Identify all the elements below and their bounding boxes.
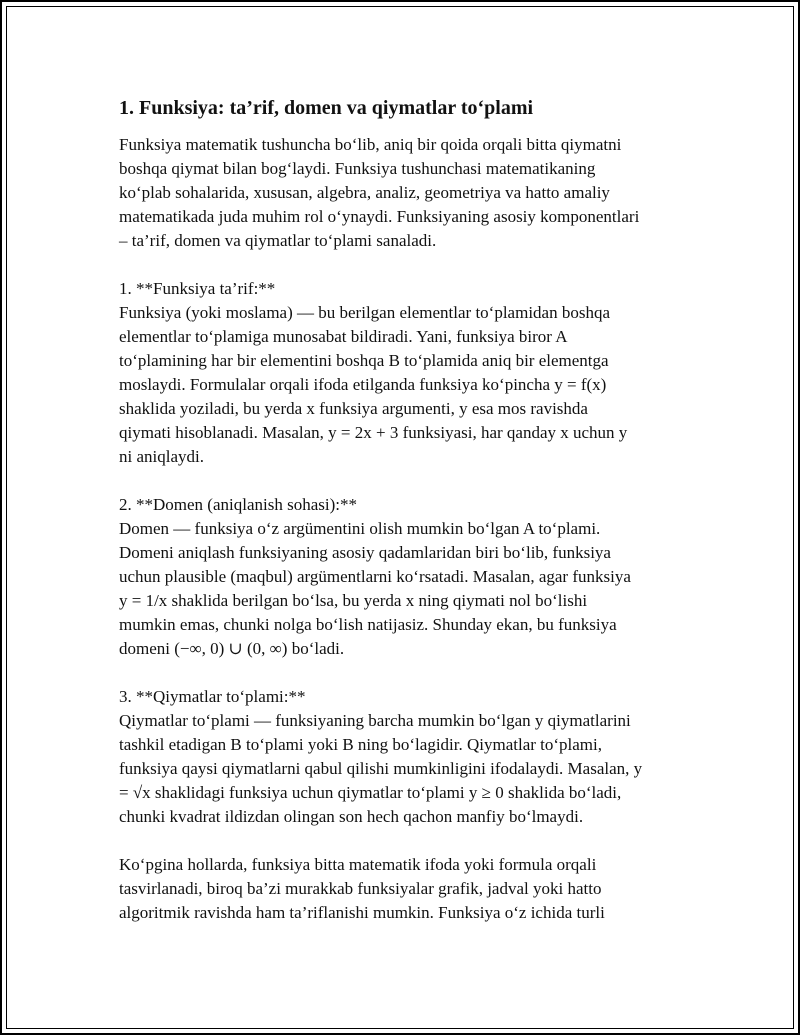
section-definition-body: Funksiya (yoki moslama) — bu berilgan elementlar to‘plamidan boshqa elementlar to‘plamiga munosabat bildiradi. Yani, funksiya biror A to‘plamining har bir elementini boshqa B to‘plamida aniq bir elementga moslaydi. Formulalar orqali ifoda etilganda funksiya ko‘pincha y = f(x) shaklida yoziladi, bu yerda x funksiya argumenti, y esa mos ravishda qiymati hisoblanadi. Masalan, y = 2x + 3 funksiyasi, har qanday x uchun y ni aniqlaydi. bbox=[119, 303, 628, 466]
intro-paragraph: Funksiya matematik tushuncha bo‘lib, aniq bir qoida orqali bitta qiymatni boshqa qiymat bilan bog‘laydi. Funksiya tushunchasi matematikaning ko‘plab sohalarida, xususan, algebra, analiz, geometriya va hatto amaliy matematikada juda muhim rol o‘ynaydi. Funksiyaning asosiy komponentlari – ta’rif, domen va qiymatlar to‘plami sanaladi. bbox=[119, 135, 640, 250]
document-content bbox=[119, 96, 699, 925]
paragraph-gap bbox=[119, 661, 699, 685]
section-domain-heading: 2. **Domen (aniqlanish sohasi):** bbox=[119, 495, 357, 514]
section-domain-body: Domen — funksiya o‘z argümentini olish mumkin bo‘lgan A to‘plami. Domeni aniqlash funksiyaning asosiy qadamlaridan biri bo‘lib, funksiya uchun plausible (maqbul) argümentlarni ko‘rsatadi. Masalan, agar funksiya y = 1/x shaklida berilgan bo‘lsa, bu yerda x ning qiymati nol bo‘lishi mumkin emas, chunki nolga bo‘lish natijasiz. Shunday ekan, bu funksiya domeni (−∞, 0) ∪ (0, ∞) bo‘ladi. bbox=[119, 519, 631, 658]
paragraph-gap bbox=[119, 469, 699, 493]
paragraph-gap bbox=[119, 253, 699, 277]
section-range-heading: 3. **Qiymatlar to‘plami:** bbox=[119, 687, 306, 706]
closing-paragraph: Ko‘pgina hollarda, funksiya bitta matematik ifoda yoki formula orqali tasvirlanadi, biroq ba’zi murakkab funksiyalar grafik, jadval yoki hatto algoritmik ravishda ham ta’riflanishi mumkin. Funksiya o‘z ichida turli bbox=[119, 855, 605, 922]
paragraph-gap bbox=[119, 829, 699, 853]
document-title: 1. Funksiya: ta’rif, domen va qiymatlar to‘plami bbox=[119, 97, 534, 119]
section-definition-heading: 1. **Funksiya ta’rif:** bbox=[119, 279, 276, 298]
section-range-body: Qiymatlar to‘plami — funksiyaning barcha mumkin bo‘lgan y qiymatlarini tashkil etadigan B to‘plami yoki B ning bo‘lagidir. Qiymatlar to‘plami, funksiya qaysi qiymatlarni qabul qilishi mumkinligini ifodalaydi. Masalan, y = √x shaklidagi funksiya uchun qiymatlar to‘plami y ≥ 0 shaklida bo‘ladi, chunki kvadrat ildizdan olingan son hech qachon manfiy bo‘lmaydi. bbox=[119, 711, 643, 826]
